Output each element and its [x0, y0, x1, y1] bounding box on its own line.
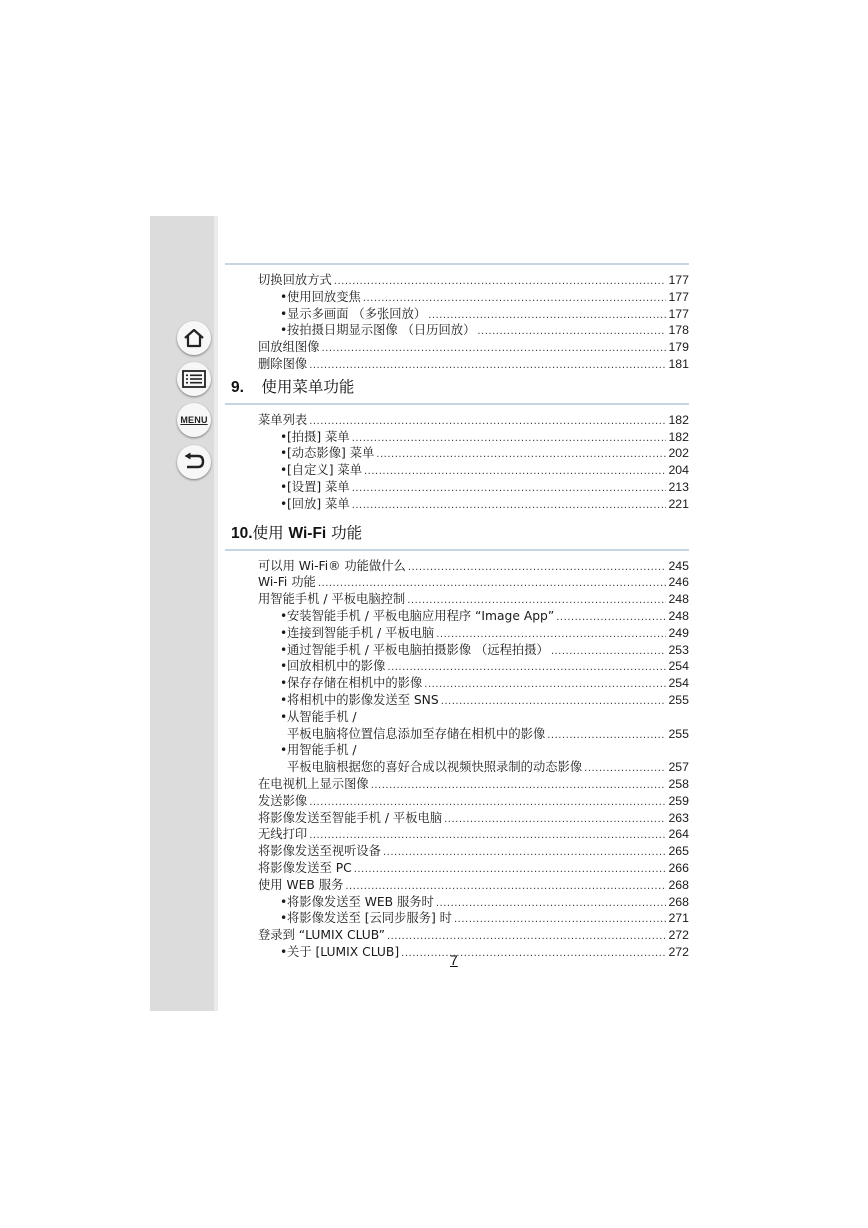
toc-entry[interactable]	[225, 306, 689, 323]
bullet-icon: •	[280, 676, 288, 691]
bullet-icon: •	[280, 323, 288, 338]
bullet-icon: •	[280, 659, 288, 674]
toc-entry[interactable]	[225, 558, 689, 575]
toc-entry[interactable]	[225, 877, 689, 894]
top-rule	[225, 263, 689, 265]
menu-button[interactable]	[177, 403, 211, 437]
toc-entry-title: 回放组图像	[258, 340, 320, 355]
toc-entry[interactable]	[225, 642, 689, 659]
toc-entry-page: 271	[668, 911, 689, 926]
toc-entry-title: 显示多画面 （多张回放）	[287, 306, 427, 321]
toc-entry-page: 178	[668, 323, 689, 338]
menu-icon: MENU	[180, 415, 208, 425]
toc-entry-title: [自定义] 菜单	[287, 463, 362, 478]
toc-entry-page: 182	[668, 429, 689, 444]
section-9-title	[225, 373, 689, 405]
contents-button[interactable]	[177, 362, 211, 396]
bullet-icon: •	[280, 743, 288, 758]
bullet-icon: •	[280, 446, 288, 461]
section-9-heading: 使用菜单功能	[261, 377, 355, 396]
toc-top-group	[225, 272, 689, 373]
toc-entry-title: 平板电脑根据您的喜好合成以视频快照录制的动态影像	[287, 760, 583, 775]
page-number[interactable]: 7	[450, 952, 458, 968]
dot-leader	[352, 496, 667, 515]
toc-entry-title: 使用回放变焦	[287, 289, 361, 304]
toc-entry-title: 保存存储在相机中的影像	[287, 676, 423, 691]
bullet-icon: •	[280, 289, 288, 304]
dot-leader	[401, 944, 666, 963]
bullet-icon: •	[280, 625, 288, 640]
toc-entry[interactable]	[225, 726, 689, 743]
toc-entry-title: 通过智能手机 / 平板电脑拍摄影像 （远程拍摄）	[287, 642, 549, 657]
toc-entry[interactable]	[225, 675, 689, 692]
toc-entry-page: 266	[668, 860, 689, 875]
toc-entry-page: 248	[668, 608, 689, 623]
toc-entry-page: 258	[668, 776, 689, 791]
table-of-contents	[225, 272, 689, 961]
toc-entry-page: 204	[668, 463, 689, 478]
toc-entry-page: 272	[668, 928, 689, 943]
sidebar-edge	[214, 216, 218, 1011]
toc-entry-title: 将影像发送至 [云同步服务] 时	[287, 911, 452, 926]
toc-entry-title: 将影像发送至 WEB 服务时	[287, 894, 434, 909]
toc-entry[interactable]	[225, 910, 689, 927]
toc-entry[interactable]	[225, 793, 689, 810]
bullet-icon: •	[280, 479, 288, 494]
toc-entry-title: 登录到 “LUMIX CLUB”	[258, 928, 385, 943]
section-9-number: 9.	[231, 378, 244, 396]
toc-entry-title: 无线打印	[258, 827, 308, 842]
bullet-icon: •	[280, 608, 288, 623]
toc-entry-title: 从智能手机 /	[287, 709, 357, 724]
section-10-title	[225, 519, 689, 551]
toc-entry-title: 可以用 Wi-Fi® 功能做什么	[258, 558, 406, 573]
toc-entry-page: 268	[668, 894, 689, 909]
toc-entry-page: 255	[668, 726, 689, 741]
toc-entry-title: 将相机中的影像发送至 SNS	[287, 692, 439, 707]
toc-entry[interactable]	[225, 826, 689, 843]
back-icon	[183, 452, 205, 472]
toc-entry[interactable]	[225, 776, 689, 793]
toc-entry[interactable]	[225, 412, 689, 429]
toc-entry[interactable]	[225, 927, 689, 944]
home-icon	[183, 328, 205, 348]
toc-entry[interactable]	[225, 289, 689, 306]
toc-entry-title: 回放相机中的影像	[287, 659, 386, 674]
toc-entry[interactable]	[225, 339, 689, 356]
toc-entry[interactable]	[225, 658, 689, 675]
toc-entry-page: 177	[668, 289, 689, 304]
toc-entry-title: [设置] 菜单	[287, 479, 350, 494]
toc-entry[interactable]	[225, 608, 689, 625]
toc-entry-page: 263	[668, 810, 689, 825]
toc-entry-title: 发送影像	[258, 793, 308, 808]
toc-entry-page: 177	[668, 273, 689, 287]
toc-entry-title: 切换回放方式	[258, 273, 332, 287]
toc-entry[interactable]	[225, 709, 689, 726]
toc-entry-page: 246	[668, 575, 689, 590]
section-10-number: 10.	[231, 524, 253, 542]
toc-entry-page: 202	[668, 446, 689, 461]
toc-entry[interactable]	[225, 692, 689, 709]
toc-entry-title: 将影像发送至 PC	[258, 860, 352, 875]
toc-entry-page: 265	[668, 844, 689, 859]
section-10-entries	[225, 558, 689, 961]
bullet-icon: •	[280, 911, 288, 926]
toc-entry-title: 连接到智能手机 / 平板电脑	[287, 625, 435, 640]
toc-entry-page: 259	[668, 793, 689, 808]
toc-entry-page: 254	[668, 676, 689, 691]
toc-entry-page: 181	[668, 356, 689, 371]
toc-entry-page: 255	[668, 692, 689, 707]
toc-entry[interactable]	[225, 445, 689, 462]
toc-entry-title: 用智能手机 /	[287, 743, 357, 758]
toc-entry-page: 177	[668, 306, 689, 321]
back-button[interactable]	[177, 445, 211, 479]
toc-entry-page: 248	[668, 592, 689, 607]
dot-leader	[309, 356, 666, 375]
toc-entry-page: 245	[668, 558, 689, 573]
toc-entry-title: 使用 WEB 服务	[258, 877, 344, 892]
bullet-icon: •	[280, 709, 288, 724]
toc-entry[interactable]	[225, 625, 689, 642]
toc-entry-title: 按拍摄日期显示图像 （日历回放）	[287, 323, 476, 338]
section-10-heading: 使用 Wi-Fi 功能	[252, 523, 363, 542]
toc-entry-title: 菜单列表	[258, 412, 308, 427]
toc-entry[interactable]	[225, 272, 689, 289]
toc-entry-title: [拍摄] 菜单	[287, 429, 350, 444]
bullet-icon: •	[280, 429, 288, 444]
section-9-entries	[225, 412, 689, 513]
toc-entry-title: 删除图像	[258, 356, 308, 371]
toc-entry[interactable]	[225, 843, 689, 860]
toc-entry-page: 253	[668, 642, 689, 657]
contents-list-icon	[182, 370, 206, 388]
toc-entry[interactable]	[225, 322, 689, 339]
bullet-icon: •	[280, 496, 288, 511]
toc-entry[interactable]	[225, 810, 689, 827]
toc-entry[interactable]	[225, 356, 689, 373]
toc-entry[interactable]	[225, 462, 689, 479]
bullet-icon: •	[280, 642, 288, 657]
toc-entry-page: 272	[668, 944, 689, 959]
toc-entry[interactable]	[225, 894, 689, 911]
toc-entry-title: [动态影像] 菜单	[287, 446, 375, 461]
toc-entry-page: 179	[668, 340, 689, 355]
toc-entry-page: 264	[668, 827, 689, 842]
toc-entry-page: 221	[668, 496, 689, 511]
bullet-icon: •	[280, 944, 288, 959]
toc-entry-page: 254	[668, 659, 689, 674]
toc-entry-page: 249	[668, 625, 689, 640]
toc-entry-title: 在电视机上显示图像	[258, 776, 369, 791]
toc-entry-page: 257	[668, 760, 689, 775]
toc-entry-title: Wi-Fi 功能	[258, 575, 316, 590]
bullet-icon: •	[280, 306, 288, 321]
toc-entry-title: 用智能手机 / 平板电脑控制	[258, 592, 406, 607]
toc-entry[interactable]	[225, 591, 689, 608]
toc-entry-page: 182	[668, 412, 689, 427]
home-button[interactable]	[177, 321, 211, 355]
toc-entry-title: 将影像发送至视听设备	[258, 844, 381, 859]
toc-entry-title: 将影像发送至智能手机 / 平板电脑	[258, 810, 443, 825]
toc-entry-page: 213	[668, 479, 689, 494]
toc-entry[interactable]	[225, 429, 689, 446]
bullet-icon: •	[280, 463, 288, 478]
toc-entry[interactable]	[225, 479, 689, 496]
toc-entry-title: 安装智能手机 / 平板电脑应用程序 “Image App”	[287, 608, 555, 623]
bullet-icon: •	[280, 894, 288, 909]
toc-entry[interactable]	[225, 759, 689, 776]
toc-entry-title: 关于 [LUMIX CLUB]	[287, 944, 400, 959]
toc-entry-title: [回放] 菜单	[287, 496, 350, 511]
toc-entry[interactable]	[225, 860, 689, 877]
toc-entry[interactable]	[225, 574, 689, 591]
bullet-icon: •	[280, 692, 288, 707]
toc-entry-title: 平板电脑将位置信息添加至存储在相机中的影像	[287, 726, 546, 741]
toc-entry[interactable]	[225, 496, 689, 513]
toc-entry[interactable]	[225, 742, 689, 759]
toc-entry-page: 268	[668, 877, 689, 892]
